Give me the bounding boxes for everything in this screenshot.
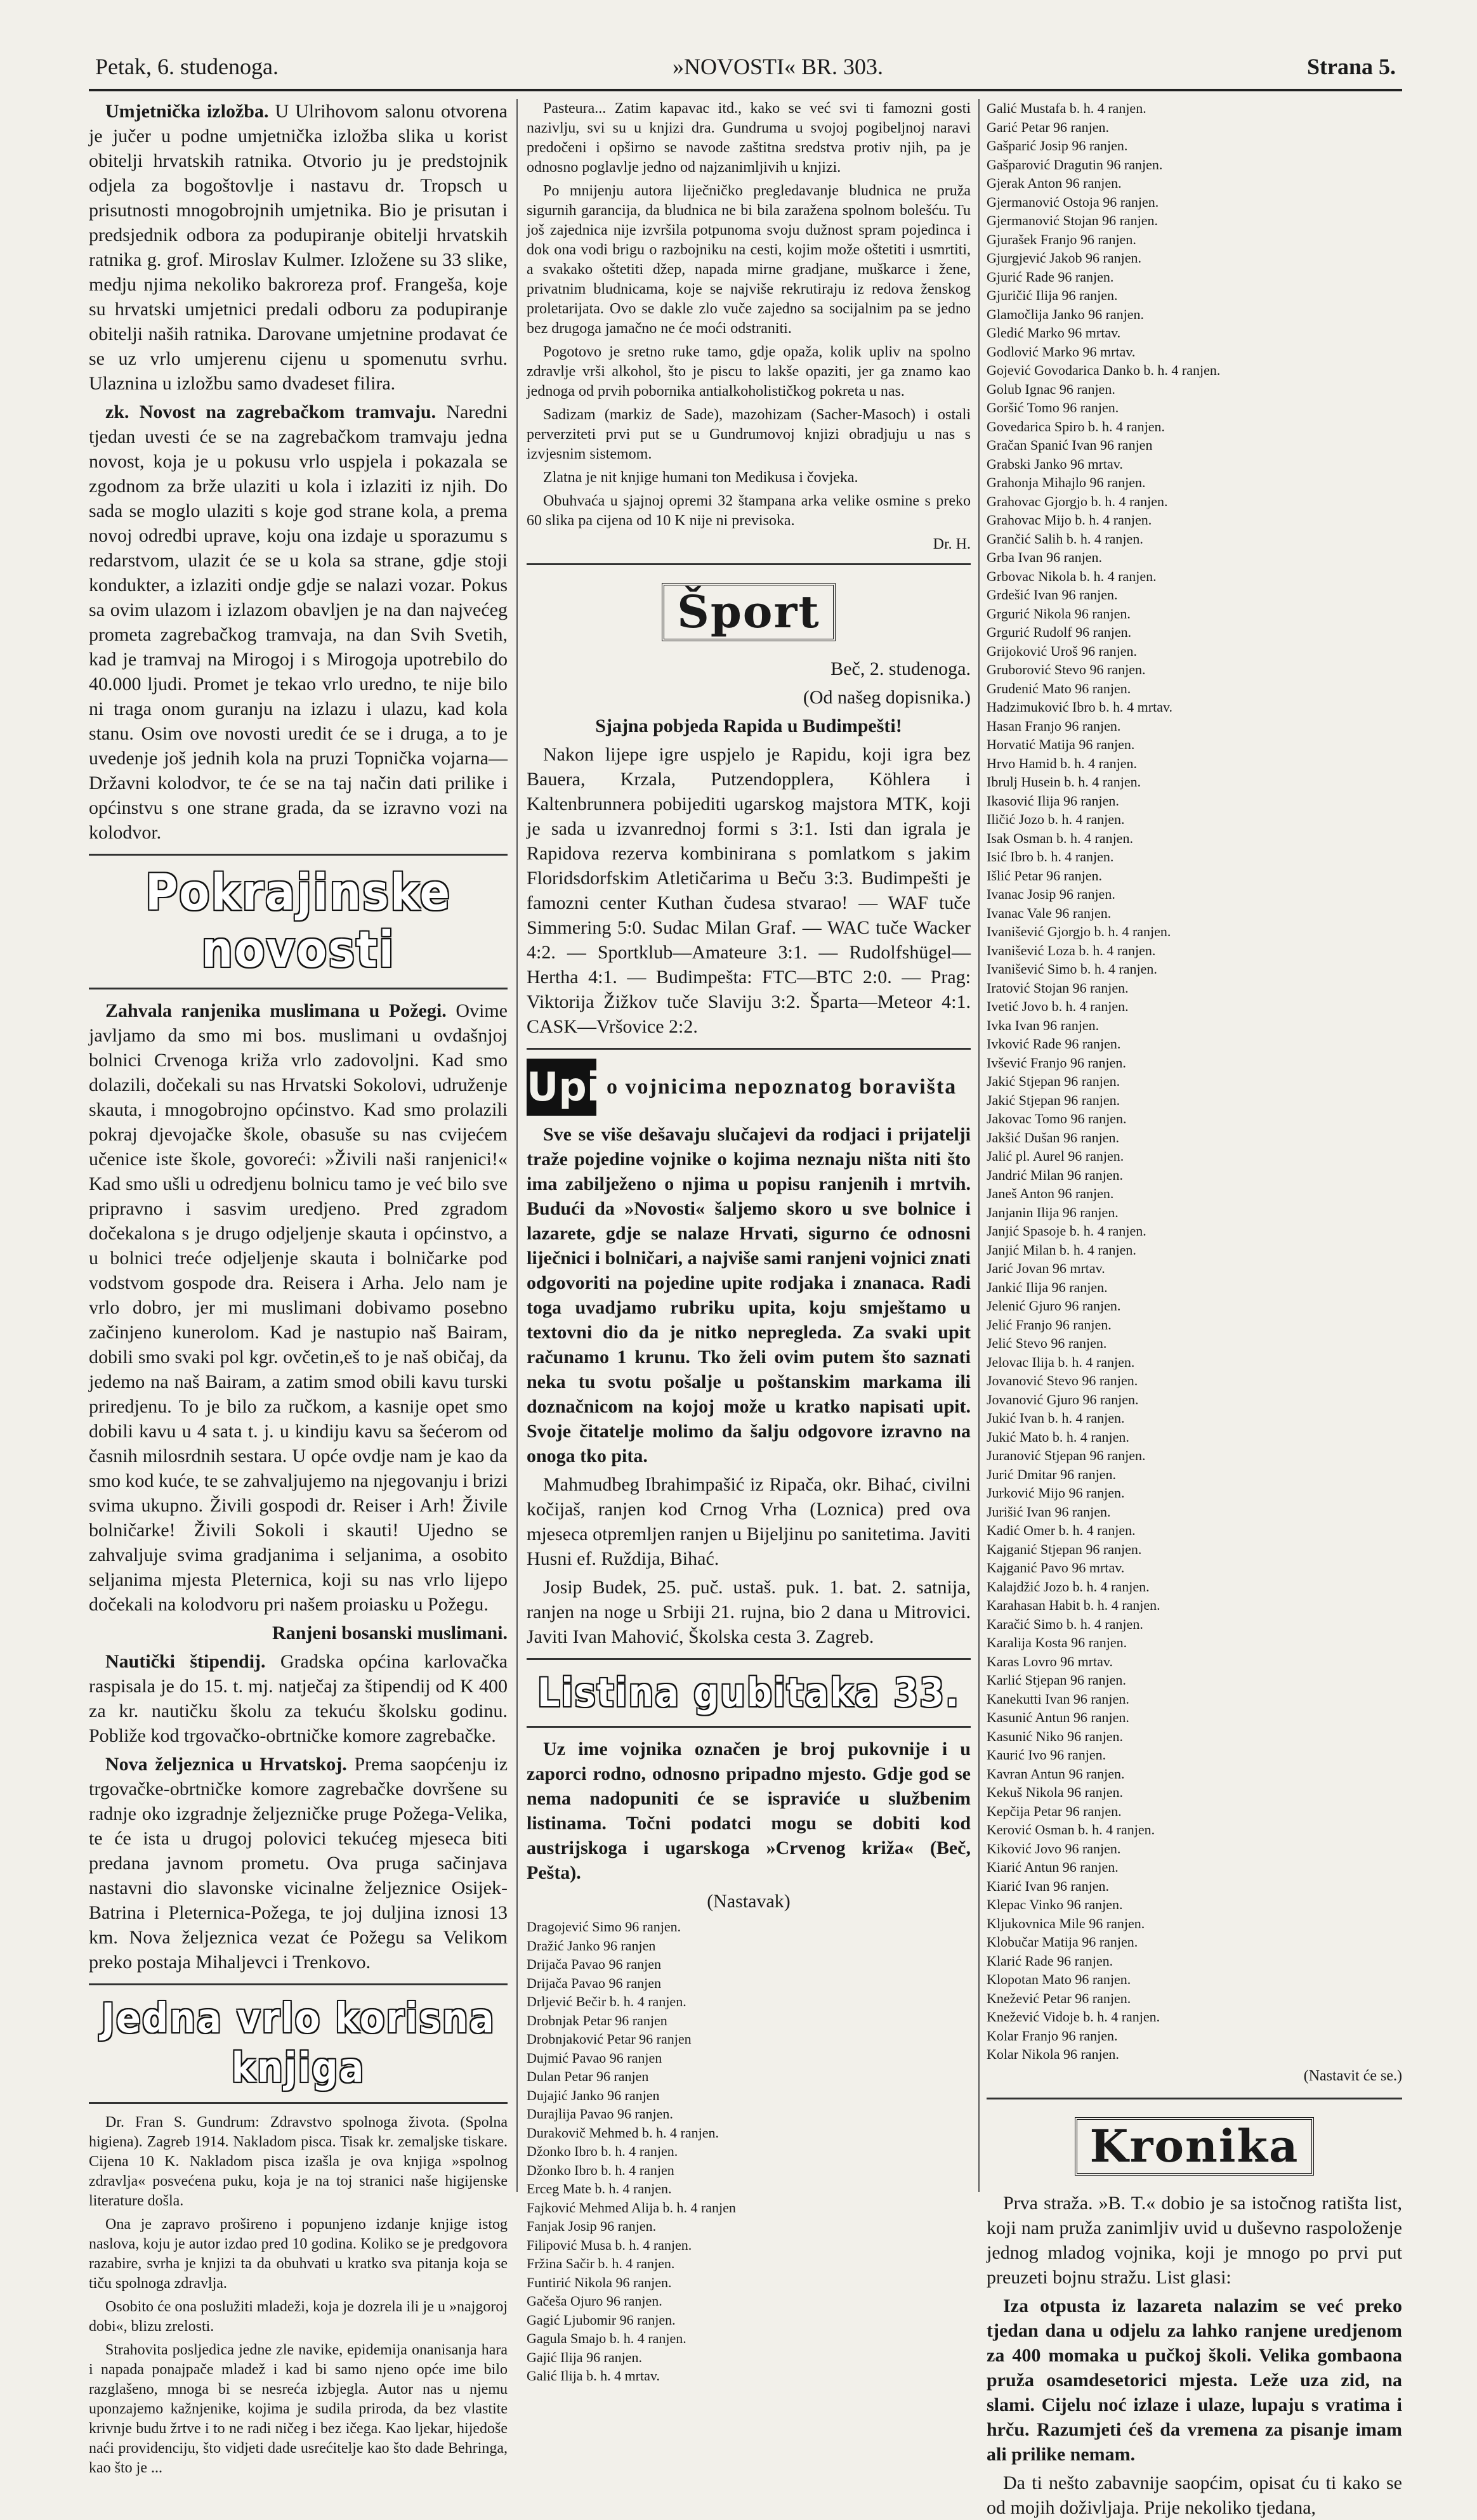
list-item: Karlić Stjepan 96 ranjen. xyxy=(987,1672,1126,1688)
article-tram: zk. Novost na zagrebačkom tramvaju. Naredni tjedan uvesti će se na zagrebačkom tramvaju jedna novost, koja je u pokusu vrlo uspjela i pokazala se zgodnom za brže ulaziti u kola i izlaziti iz njih. Do sada se moglo ulaziti s koje god strane kola, a prema novoj odredbi uprave, koju ona izdaje u sporazumu s redarstvom, ulazit će se u kola sa strane, gdje stoji kondukter, a izlaziti ondje gdje se nalazi vozar. Pokus sa ovim ulazom i izlazom obavljen je na dan najvećeg prometa zagrebačkog tramvaja, na dan Svih Svetih, kad je tramvaj na Mirogoj i s Mirogoja upotrebilo do 40.000 ljudi. Promet je tekao vrlo uredno, te nije bilo ni traga onom guranju na izlazu i ulazu, kad kola stanu. Osim ove novosti uredit će se i druga, a to je uvedenje još jednih kola na pruzi Topnička vojarna—Državni kolodvor, te će se na taj način dati prilike i općinstvu s one strane grada, da se izravno vozi na kolodvor. xyxy=(89,402,508,843)
list-item: Iličić Jozo b. h. 4 ranjen. xyxy=(987,811,1125,827)
list-item: Kajganić Pavo 96 mrtav. xyxy=(987,1560,1125,1576)
book-review-p2: Ona je zapravo prošireno i popunjeno izdanje knjige istog naslova, koju je autor izdao pred 10 godina. Koliko se je predgovora razabire, svrha je knjizi ta da obuhvati u kratko sva pitanja koja se tiču spolnoga zdravlja. xyxy=(89,2216,508,2292)
list-item: Kekuš Nikola 96 ranjen. xyxy=(987,1784,1124,1800)
inquiry-2: Josip Budek, 25. puč. ustaš. puk. 1. bat. 2. satnija, ranjen na noge u Srbiji 21. rujna, bio 2 dana u Mitrovici. Javiti Ivan Mahović, Školska cesta 3. Zagreb. xyxy=(527,1577,971,1647)
list-item: Jelić Franjo 96 ranjen. xyxy=(987,1316,1112,1333)
list-item: Gačeša Ojuro 96 ranjen. xyxy=(527,2293,662,2309)
book-review-cont-p3: Pogotovo je sretno ruke tamo, gdje opaža, kolik upliv na spolno zdravlje vrši alkohol, što je piscu to lakše opaziti, jer ga znamo kao jednoga od prvih pobornika antialkoholističkog pokreta u nas. xyxy=(527,344,971,400)
list-item: Drljević Bečir b. h. 4 ranjen. xyxy=(527,1994,686,2009)
list-item: Gjerak Anton 96 ranjen. xyxy=(987,175,1122,191)
list-item: Gjuričić Ilija 96 ranjen. xyxy=(987,287,1118,303)
list-item: Knežević Petar 96 ranjen. xyxy=(987,1990,1131,2006)
list-item: Gjurašek Franjo 96 ranjen. xyxy=(987,231,1136,247)
list-item: Grdešić Ivan 96 ranjen. xyxy=(987,587,1118,603)
list-item: Jalić pl. Aurel 96 ranjen. xyxy=(987,1148,1124,1164)
column-3 xyxy=(987,99,1402,2518)
list-item: Jukić Mato b. h. 4 ranjen. xyxy=(987,1428,1129,1445)
list-item: Jovanović Stevo 96 ranjen. xyxy=(987,1373,1138,1388)
list-item: Džonko Ibro b. h. 4 ranjen. xyxy=(527,2143,678,2159)
list-item: Grahovac Mijo b. h. 4 ranjen. xyxy=(987,512,1152,528)
list-item: Kolar Franjo 96 ranjen. xyxy=(987,2027,1118,2044)
column-2 xyxy=(527,99,971,2384)
book-review-cont-p4: Sadizam (markiz de Sade), mazohizam (Sacher-Masoch) i ostali perverziteti prvi put se u Gundrumovoj knjizi obradjuju u nas s izvjesnim sistemom. xyxy=(527,407,971,462)
list-item: Jakić Stjepan 96 ranjen. xyxy=(987,1092,1120,1108)
list-item: Ivković Rade 96 ranjen. xyxy=(987,1036,1121,1052)
list-item: Karalija Kosta 96 ranjen. xyxy=(987,1635,1127,1650)
list-item: Ivka Ivan 96 ranjen. xyxy=(987,1017,1100,1033)
book-review-cont-p2: Po mnijenju autora liječničko pregledavanje bludnica ne pruža sigurnih garancija, da bludnica ne bi bila zaražena spolnom bolešću. Tu još zajednica nije izvršila potpunoma svoju dužnost spram pojedinca i dok ona vodi brigu o razbojniku na cesti, kojim može oštetiti i usmrtiti, a svakako oštetiti džep, napada mirne gradjane, muškarce i žene, privatnim bludnicama, koje se najviše rekrutiraju iz redova ženskog proletarijata. Ovo se dakle zlo vuče zajedno sa socijalnim pa se jedno bez drugoga jamačno ne će moći odstraniti. xyxy=(527,183,971,337)
divider xyxy=(89,2102,508,2104)
list-item: Jelovac Ilija b. h. 4 ranjen. xyxy=(987,1354,1135,1370)
list-item: Karačić Simo b. h. 4 ranjen. xyxy=(987,1616,1143,1632)
list-item: Kalajdžić Jozo b. h. 4 ranjen. xyxy=(987,1578,1150,1595)
casualty-list-b xyxy=(987,99,1402,2064)
list-item: Jarić Jovan 96 mrtav. xyxy=(987,1260,1105,1276)
section-heading-sport: Šport xyxy=(662,583,835,641)
list-item: Fržina Sačir b. h. 4 ranjen. xyxy=(527,2256,675,2271)
list-item: Jakić Stjepan 96 ranjen. xyxy=(987,1073,1120,1089)
list-item: Grba Ivan 96 ranjen. xyxy=(987,549,1103,565)
section-heading-regional: Pokrajinske novosti xyxy=(145,865,452,979)
book-review-p3: Osobito će ona poslužiti mladeži, koja je dozrela ili je u »najgoroj dobi«, blizu zrelosti. xyxy=(89,2299,508,2335)
divider xyxy=(527,563,971,565)
list-item: Kajganić Stjepan 96 ranjen. xyxy=(987,1541,1142,1557)
inquiries-title: o vojnicima nepoznatog boravišta xyxy=(607,1075,957,1099)
list-item: Drijača Pavao 96 ranjen xyxy=(527,1975,661,1991)
list-item: Jakšić Dušan 96 ranjen. xyxy=(987,1129,1119,1146)
list-item: Kerović Osman b. h. 4 ranjen. xyxy=(987,1822,1155,1838)
list-item: Kadić Omer b. h. 4 ranjen. xyxy=(987,1522,1136,1538)
list-item: Jelenić Gjuro 96 ranjen. xyxy=(987,1298,1121,1314)
list-item: Klopotan Mato 96 ranjen. xyxy=(987,1971,1131,1987)
list-item: Juranović Stjepan 96 ranjen. xyxy=(987,1447,1146,1463)
list-item: Klarić Rade 96 ranjen. xyxy=(987,1952,1113,1969)
list-item: Kaurić Ivo 96 ranjen. xyxy=(987,1747,1106,1763)
list-item: Klobučar Matija 96 ranjen. xyxy=(987,1934,1138,1950)
divider xyxy=(527,1658,971,1660)
list-item: Grijoković Uroš 96 ranjen. xyxy=(987,643,1138,659)
list-item: Ivšević Franjo 96 ranjen. xyxy=(987,1054,1126,1071)
sport-article: Nakon lijepe igre uspjelo je Rapidu, koji igra bez Bauera, Krzala, Putzendopplera, Köhlera i Kaltenbrunnera pobijediti ugarskog majstora MTK, koji je sada u izvanrednoj formi s 3:1. Isti dan igrala je Rapidova rezerva kombinirana s pomlatkom s jakim Floridsdorfskim Atletičarima u Beču 3:3. Budimpešti je famozni center Kuthan čudesa stvarao! — WAF tuče Simmering 5:0. Sudac Milan Graf. — WAC tuče Wacker 4:2. — Sportklub—Amateure 3:1. — Rudolfshügel—Hertha 4:1. — Budimpešta: FTC—BTC 2:0. — Prag: Viktorija Žižkov tuče Slaviju 3:2. Šparta—Meteor 4:1. CASK—Vršovice 2:2. xyxy=(527,744,971,1037)
list-item: Grudenić Mato 96 ranjen. xyxy=(987,680,1131,696)
list-item: Dražić Janko 96 ranjen xyxy=(527,1937,656,1954)
list-item: Gagić Ljubomir 96 ranjen. xyxy=(527,2311,676,2328)
list-item: Ivanišević Gjorgjo b. h. 4 ranjen. xyxy=(987,924,1171,939)
section-heading-chronicle: Kronika xyxy=(1075,2117,1315,2176)
list-item: Iratović Stojan 96 ranjen. xyxy=(987,979,1129,996)
list-item: Kanekutti Ivan 96 ranjen. xyxy=(987,1690,1129,1707)
list-item: Dulan Petar 96 ranjen xyxy=(527,2068,649,2084)
list-item: Išlić Petar 96 ranjen. xyxy=(987,867,1103,884)
inquiries-intro: Sve se više dešavaju slučajevi da rodjaci i prijatelji traže pojedine vojnike o kojima neznaju ništa niti što ima zabilježeno o njima u popisu ranjenih i mrtvih. Budući da »Novosti« šaljemo skoro u sve bolnice i lazarete, gdje se nalaze Hrvati, sigurno će odnosni liječnici i bolničari, a najviše sami ranjeni vojnici znati odgovoriti na pojedine upite rodjaka i znanaca. Radi toga uvadjamo rubriku upita, koju smještamo u textovni dio da je nitko nepregleda. Za svaki upit računamo 1 krunu. Tko želi ovim putem što saznati neka tu svotu pošalje u poštanskim markama ili doznačnicom na kojoj može u kratko napisati upit. Svoje čitatelje molimo da šalju odgovore izravno na onoga tko pita. xyxy=(527,1124,971,1466)
list-continuation: (Nastavit će se.) xyxy=(1303,2067,1402,2084)
list-item: Gašparović Dragutin 96 ranjen. xyxy=(987,156,1163,173)
divider xyxy=(89,1983,508,1985)
list-item: Jandrić Milan 96 ranjen. xyxy=(987,1166,1124,1183)
sport-dateline: Beč, 2. studenoga. xyxy=(830,658,971,679)
inquiry-1: Mahmudbeg Ibrahimpašić iz Ripača, okr. Bihać, civilni kočijaš, ranjen kod Crnog Vrha (Loznica) pred ova mjeseca otpremljen ranjen u Bijeljinu po sanitetima. Javiti Husni ef. Ruždija, Bihać. xyxy=(527,1474,971,1569)
list-item: Funtirić Nikola 96 ranjen. xyxy=(527,2274,672,2290)
list-item: Kolar Nikola 96 ranjen. xyxy=(987,2046,1119,2062)
list-item: Dragojević Simo 96 ranjen. xyxy=(527,1919,681,1935)
list-item: Kasunić Niko 96 ranjen. xyxy=(987,1728,1124,1744)
list-item: Ivanišević Simo b. h. 4 ranjen. xyxy=(987,961,1157,977)
list-item: Janjić Milan b. h. 4 ranjen. xyxy=(987,1241,1136,1258)
list-item: Isak Osman b. h. 4 ranjen. xyxy=(987,830,1133,846)
list-item: Gajić Ilija 96 ranjen. xyxy=(527,2349,643,2365)
column-1 xyxy=(89,99,508,2476)
list-item: Gruborović Stevo 96 ranjen. xyxy=(987,662,1146,677)
article-railway: Nova željeznica u Hrvatskoj. Prema saopćenju iz trgovačke-obrtničke komore zagrebačke dovršene su radnje oko izgradnje željezničke pruge Požega-Velika, te će ista u drugoj polovici tekućeg mjeseca biti predana javnom prometu. Ova pruga sačinjava nastavni dio slavonske vicinalne željeznice Osijek-Batrina i Pleternica-Požega, te joj duljina iznosi 13 km. Nova željeznica vezat će Požegu sa Velikom preko postaja Mihaljevci i Trenkovo. xyxy=(89,1754,508,1973)
column-divider xyxy=(516,99,518,2192)
divider xyxy=(527,1048,971,1050)
column-divider xyxy=(978,99,980,2192)
book-review-cont-p5: Zlatna je nit knjige humani ton Medikusa i čovjeka. xyxy=(543,469,858,486)
list-item: Gojević Govodarica Danko b. h. 4 ranjen. xyxy=(987,362,1221,378)
list-item: Drobnjaković Petar 96 ranjen xyxy=(527,2031,692,2047)
article-exhibition: Umjetnička izložba. U Ulrihovom salonu otvorena je jučer u podne umjetnička izložba slika u korist obitelji hrvatskih ratnika. Otvorio ju je predstojnik odjela za bogoštovlje i nastavu dr. Tropsch u prisutnosti mnogobrojnih umjetnika. Bio je prisutan i predsjednik odbora za podupiranje obitelji hrvatskih ratnika g. grof. Miroslav Kulmer. Izložene su 33 slike, medju njima nekoliko bakroreza prof. Frangeša, koje su hrvatski umjetnici predali odboru za podupiranje obitelji naših ratnika. Darovane umjetnine prodavat će se uz vrlo umjerenu cijenu u spomenutu svrhu. Ulaznina u izložbu samo dvadeset filira. xyxy=(89,101,508,394)
list-item: Jurković Mijo 96 ranjen. xyxy=(987,1485,1125,1501)
sport-dateline-source: (Od našeg dopisnika.) xyxy=(803,687,971,708)
list-item: Horvatić Matija 96 ranjen. xyxy=(987,736,1135,752)
list-item: Golub Ignac 96 ranjen. xyxy=(987,381,1115,397)
list-item: Filipović Musa b. h. 4 ranjen. xyxy=(527,2236,692,2253)
list-item: Hadzimuković Ibro b. h. 4 mrtav. xyxy=(987,699,1173,715)
losses-continuation: (Nastavak) xyxy=(707,1891,791,1912)
list-item: Ikasović Ilija 96 ranjen. xyxy=(987,792,1119,809)
list-item: Ivanišević Loza b. h. 4 ranjen. xyxy=(987,942,1156,958)
list-item: Grgurić Nikola 96 ranjen. xyxy=(987,605,1131,622)
list-item: Gjurić Rade 96 ranjen. xyxy=(987,268,1114,285)
divider xyxy=(89,988,508,989)
list-item: Fanjak Josip 96 ranjen. xyxy=(527,2218,657,2234)
list-item: Jankić Ilija 96 ranjen. xyxy=(987,1279,1108,1295)
list-item: Jurišić Ivan 96 ranjen. xyxy=(987,1503,1111,1520)
book-review-p4: Strahovita posljedica jedne zle navike, epidemija onanisanja hara i napada ponajpače mladež i kad bi samo njeno opće ime bilo razglašeno, mnoga bi se nesreća izbjegla. Autor nas u njemu uponzajemo kažnjenike, kojima je sudila priroda, da bez vlastite krivnje budu žrtve i to ne radi ničeg i bez ičega. Kao ljekar, hijedoše naći providenciju, što vidjeti dade usrećitelje kao što dade Behringa, kao što je ... xyxy=(89,2342,508,2476)
list-item: Ibrulj Husein b. h. 4 ranjen. xyxy=(987,774,1141,790)
list-item: Jakovac Tomo 96 ranjen. xyxy=(987,1111,1127,1126)
section-heading-losses: Listina gubitaka 33. xyxy=(537,1669,961,1716)
list-item: Ivanac Josip 96 ranjen. xyxy=(987,886,1115,902)
chronicle-p1: Prva straža. »B. T.« dobio je sa istočnog ratišta list, koji nam pruža zanimljiv uvid u duševno raspoloženje jednog mladog vojnika, koji je mnogo po prvi put preuzeti bojnu stražu. List glasi: xyxy=(987,2192,1402,2288)
list-item: Jurić Dmitar 96 ranjen. xyxy=(987,1466,1117,1482)
list-item: Garić Petar 96 ranjen. xyxy=(987,119,1110,135)
list-item: Jelić Stevo 96 ranjen. xyxy=(987,1335,1107,1351)
sport-headline: Sjajna pobjeda Rapida u Budimpešti! xyxy=(595,715,902,736)
article-signature: Ranjeni bosanski muslimani. xyxy=(272,1622,508,1643)
list-item: Kljukovnica Mile 96 ranjen. xyxy=(987,1915,1145,1931)
list-item: Ivanac Vale 96 ranjen. xyxy=(987,904,1112,921)
list-item: Karas Lovro 96 mrtav. xyxy=(987,1653,1113,1669)
list-item: Kiarić Ivan 96 ranjen. xyxy=(987,1877,1110,1894)
list-item: Kepčija Petar 96 ranjen. xyxy=(987,1803,1122,1819)
list-item: Grahonja Mihajlo 96 ranjen. xyxy=(987,474,1146,490)
book-review-signature: Dr. H. xyxy=(933,536,971,552)
header-date: Petak, 6. studenoga. xyxy=(95,54,279,79)
article-scholarship: Nautički štipendij. Gradska općina karlovačka raspisala je do 15. t. mj. natječaj za štipendij od K 400 za kr. nautičku školu za tekuću školsku godinu. Pobliže kod trgovačko-obrtničke komore zagrebačke. xyxy=(89,1651,508,1746)
list-item: Godlović Marko 96 mrtav. xyxy=(987,343,1136,360)
losses-intro: Uz ime vojnika označen je broj pukovnije i u zaporci rodno, odnosno pripadno mjesto. Gdje god se nema nadopuniti će se ispraviće u službenim listinama. Točni podatci mogu se dobiti kod austrijskoga i ugarskoga »Crvenog križa« (Beč, Pešta). xyxy=(527,1739,971,1883)
list-item: Kavran Antun 96 ranjen. xyxy=(987,1765,1125,1782)
list-item: Drobnjak Petar 96 ranjen xyxy=(527,2012,667,2028)
list-item: Gračan Spanić Ivan 96 ranjen xyxy=(987,437,1153,453)
list-item: Govedarica Spiro b. h. 4 ranjen. xyxy=(987,418,1165,434)
list-item: Džonko Ibro b. h. 4 ranjen xyxy=(527,2162,674,2178)
list-item: Gjermanović Stojan 96 ranjen. xyxy=(987,212,1159,228)
list-item: Klepac Vinko 96 ranjen. xyxy=(987,1897,1123,1912)
chronicle-p3: Da ti nešto zabavnije saopćim, opisat ću ti kako se od mojih doživljaja. Prije nekoliko tjedana, xyxy=(987,2472,1402,2518)
list-item: Drijača Pavao 96 ranjen xyxy=(527,1956,661,1972)
divider xyxy=(987,2098,1402,2099)
list-item: Durakovič Mehmed b. h. 4 ranjen. xyxy=(527,2124,719,2141)
list-item: Ivetić Jovo b. h. 4 ranjen. xyxy=(987,998,1129,1014)
chronicle-p2: Iza otpusta iz lazareta nalazim se već preko tjedan dana u odjelu za lahko ranjene uredjenom za 400 momaka u pučkoj školi. Velika gombaona pruža osamdesetorici mjesta. Leže uza zid, na slami. Cijelu noć izlaze i ulaze, lupaju s vratima i hrču. Razumjeti ćeš da vremena za pisanje imam ali prilike nemam. xyxy=(987,2295,1402,2465)
list-item: Hrvo Hamid b. h. 4 ranjen. xyxy=(987,755,1138,771)
list-item: Janjanin Ilija 96 ranjen. xyxy=(987,1204,1119,1220)
list-item: Jovanović Gjuro 96 ranjen. xyxy=(987,1391,1139,1407)
list-item: Dujajić Janko 96 ranjen xyxy=(527,2087,660,2103)
list-item: Isić Ibro b. h. 4 ranjen. xyxy=(987,849,1114,865)
list-item: Gledić Marko 96 mrtav. xyxy=(987,325,1121,341)
list-item: Galić Mustafa b. h. 4 ranjen. xyxy=(987,100,1146,116)
list-item: Kasunić Antun 96 ranjen. xyxy=(987,1709,1129,1725)
list-item: Janeš Anton 96 ranjen. xyxy=(987,1185,1114,1201)
list-item: Durajlija Pavao 96 ranjen. xyxy=(527,2106,673,2122)
list-item: Glamočlija Janko 96 ranjen. xyxy=(987,306,1145,322)
header-paper: »NOVOSTI« BR. 303. xyxy=(673,54,884,79)
list-item: Hasan Franjo 96 ranjen. xyxy=(987,717,1121,734)
list-item: Grabski Janko 96 mrtav. xyxy=(987,455,1123,472)
list-item: Gjurgjević Jakob 96 ranjen. xyxy=(987,250,1141,266)
list-item: Jukić Ivan b. h. 4 ranjen. xyxy=(987,1410,1125,1426)
list-item: Galić Ilija b. h. 4 mrtav. xyxy=(527,2368,660,2384)
list-item: Erceg Mate b. h. 4 ranjen. xyxy=(527,2181,672,2197)
list-item: Dujmić Pavao 96 ranjen xyxy=(527,2049,662,2066)
list-item: Grgurić Rudolf 96 ranjen. xyxy=(987,624,1132,640)
page-header xyxy=(89,38,1402,91)
list-item: Fajković Mehmed Alija b. h. 4 ranjen xyxy=(527,2199,736,2216)
list-item: Goršić Tomo 96 ranjen. xyxy=(987,400,1119,415)
list-item: Grahovac Gjorgjo b. h. 4 ranjen. xyxy=(987,493,1168,509)
divider xyxy=(89,854,508,856)
section-heading-book: Jedna vrlo korisna knjiga xyxy=(101,1995,496,2092)
divider xyxy=(527,1726,971,1728)
list-item: Gagula Smajo b. h. 4 ranjen. xyxy=(527,2330,686,2346)
list-item: Kiković Jovo 96 ranjen. xyxy=(987,1840,1121,1857)
list-item: Gašparić Josip 96 ranjen. xyxy=(987,138,1128,153)
list-item: Gjermanović Ostoja 96 ranjen. xyxy=(987,193,1159,210)
header-page-number: Strana 5. xyxy=(1306,54,1396,79)
newspaper-page xyxy=(89,38,1402,2518)
list-item: Grbovac Nikola b. h. 4 ranjen. xyxy=(987,568,1157,584)
casualty-list-a xyxy=(527,1917,971,2386)
book-review-cont-p6: Obuhvaća u sjajnoj opremi 32 štampana arka velike osmine s preko 60 slika pa cijena od 10 K nije ni previsoka. xyxy=(527,493,971,529)
list-item: Kiarić Antun 96 ranjen. xyxy=(987,1859,1119,1875)
book-review-cont-p1: Pasteura... Zatim kapavac itd., kako se već svi ti famozni gosti nazivlju, svi su u knjizi dra. Gundruma u svojoj pogibeljnoj naravi predočeni i opširno se navode zaštitna sredstva protiv njih, pa je odnosno poglavlje jedno od najzanimljivih u knjizi. xyxy=(527,100,971,176)
list-item: Knežević Vidoje b. h. 4 ranjen. xyxy=(987,2009,1160,2025)
article-thanks: Zahvala ranjenika muslimana u Požegi. Ovime javljamo da smo mi bos. muslimani u ovdašnjoj bolnici Crvenoga križa vrlo zadovoljni. Kad smo dolazili, dočekali su nas Hrvatski Sokolovi, udruženje skauta, i mnogobrojno općinstvo. Kad smo prolazili pokraj djevojačke škole, obasuše su nas cvijećem učenice iste škole, govoreći: »Živili naši ranjenici!« Kad smo ušli u odredjenu bolnicu tamo je već bilo sve pripravno i sasvim uredjeno. Pred zgradom dočekalona s je drugo odjeljenje skauta i općinstvo, a u bolnici treće odjeljenje skauta i bolničarke pod vodstvom gospode dra. Reisera i Arha. Jelo nam je vrlo dobro, jer mi muslimani dobivamo posebno začinjeno kunerolom. Kad je nastupio naš Bairam, dobili smo svaki pol kgr. ovčetin,eš to je naš običaj, da jedemo na naš Bairam, a zatim smod obili kavu turski priredjenu. To je bilo za ručkom, a kasnije opet smo dobili kavu u 4 sata t. j. u kindiju kavu sa šećerom od časnih milosrdnih sestara. U opće ovdje nam je kao da smo kod kuće, te se zahvaljujemo na njegovanju i brizi svima ukupno. Živili gospodi dr. Reiser i Arh! Živile bolničarke! Živili Sokoli i skauti! Ujedno se zahvaljuje svima gradjanima i seljanima, a osobito seljanima mjesta Pleternica, koji su nas vrlo lijepo dočekali na kolodvoru pri našem proiasku u Požegu. xyxy=(89,1000,508,1615)
inquiries-header xyxy=(527,1059,971,1116)
inquiries-logo: Upiti xyxy=(527,1059,596,1116)
list-item: Karahasan Habit b. h. 4 ranjen. xyxy=(987,1597,1160,1613)
list-item: Grančić Salih b. h. 4 ranjen. xyxy=(987,530,1143,547)
list-item: Janjić Spasoje b. h. 4 ranjen. xyxy=(987,1223,1146,1239)
book-review-p1: Dr. Fran S. Gundrum: Zdravstvo spolnoga života. (Spolna higiena). Zagreb 1914. Nakladom pisca. Tisak kr. zemaljske tiskare. Cijena 10 K. Nakladom pisca izašla je ova knjiga »spolnog zdravlja« posvećena puku, koja je na toj stranici naše higijenske literature došla. xyxy=(89,2114,508,2209)
